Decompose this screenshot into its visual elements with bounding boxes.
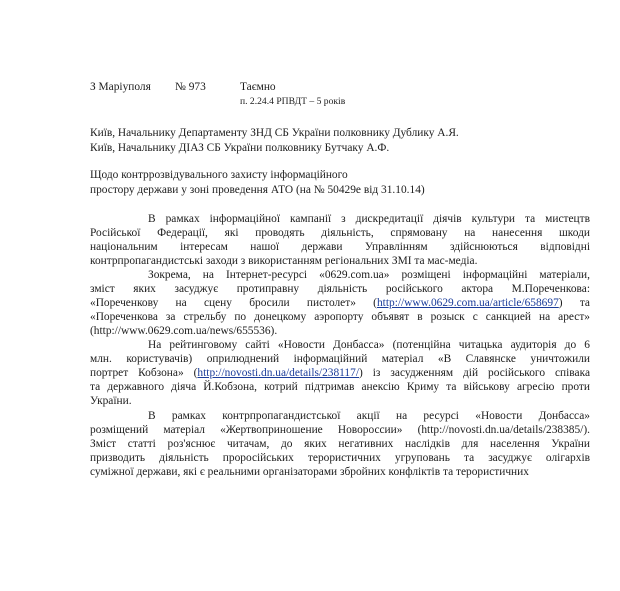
paragraph-2-line: зміст яких засуджує протиправну діяльність російського актора М.Пореченкова: bbox=[90, 283, 590, 295]
paragraph-1-line: національним інтересам нашої держави Управлінням здійснюються відповідні bbox=[90, 241, 590, 253]
paragraph-4-line: розміщений матеріал «Жертвоприношение Новороссии» (http://novosti.dn.ua/details/238385/). bbox=[90, 424, 590, 436]
paragraph-3-line: України. bbox=[90, 395, 132, 407]
paragraph-2-line bbox=[90, 296, 590, 310]
recipient-line-2: Київ, Начальнику ДІАЗ СБ України полковнику Бутчаку А.Ф. bbox=[90, 142, 390, 154]
paragraph-4 bbox=[90, 409, 590, 479]
paragraph-4-line: В рамках контрпропагандистської акції на ресурсі «Новости Донбасса» bbox=[148, 410, 590, 422]
paragraph-3 bbox=[90, 338, 590, 408]
paragraph-3-text: ) із засудженням дій російського співака bbox=[359, 367, 590, 379]
paragraph-4-line: суміжної держави, які є реальними організаторами збройних конфліктів та терористичних bbox=[90, 466, 529, 478]
paragraph-2 bbox=[90, 268, 590, 338]
subject-line-1: Щодо контррозвідувального захисту інформаційного bbox=[90, 169, 348, 181]
paragraph-1 bbox=[90, 212, 590, 268]
paragraph-2-line: (http://www.0629.com.ua/news/655536). bbox=[90, 325, 278, 337]
paragraph-1-line: контрпропагандистські заходи з використанням регіональних ЗМІ та мас-медіа. bbox=[90, 255, 478, 267]
recipient-line-1: Київ, Начальнику Департаменту ЗНД СБ України полковнику Дублику А.Я. bbox=[90, 127, 459, 139]
paragraph-2-text: ) та bbox=[558, 297, 590, 309]
paragraph-2-line: «Пореченкова за стрельбу по донецкому аэропорту объявят в розыск с санкцией на арест» bbox=[90, 311, 590, 323]
paragraph-2-line: Зокрема, на Інтернет-ресурсі «0629.com.ua» розміщені інформаційні матеріали, bbox=[148, 269, 590, 281]
paragraph-4-line: Зміст статті роз'яснює читачам, до яких негативних наслідків для населення України bbox=[90, 438, 590, 450]
paragraph-4-line: призводить діяльність проросійських терористичних угруповань та засуджує олігархів bbox=[90, 452, 590, 464]
paragraph-1-line: Російської Федерації, які проводять діяльність, спрямовану на нанесення шкоди bbox=[90, 227, 590, 239]
retention-note: п. 2.24.4 РПВДТ – 5 років bbox=[240, 96, 346, 107]
paragraph-3-line: та державного діяча Й.Кобзона, котрий підтримав анексію Криму та військову агресію проти bbox=[90, 381, 590, 393]
document-number: № 973 bbox=[175, 81, 206, 93]
subject-line-2: простору держави у зоні проведення АТО (на № 50429е від 31.10.14) bbox=[90, 184, 425, 196]
paragraph-1-line: В рамках інформаційної кампанії з дискредитації діячів культури та мистецтв bbox=[148, 213, 590, 225]
paragraph-3-line: На рейтинговому сайті «Новости Донбасса» (потенційна читацька аудиторія до 6 bbox=[148, 339, 590, 351]
article-link-238117[interactable]: http://novosti.dn.ua/details/238117/ bbox=[197, 367, 359, 379]
paragraph-3-line: млн. користувачів) оприлюднений інформаційний матеріал «В Славянске уничтожили bbox=[90, 353, 590, 365]
paragraph-2-text: «Пореченкову на сцену бросили пистолет» ( bbox=[90, 297, 377, 309]
article-link-658697[interactable]: http://www.0629.com.ua/article/658697 bbox=[376, 297, 559, 309]
paragraph-3-line bbox=[90, 366, 590, 380]
classification-stamp: Таємно bbox=[240, 81, 276, 93]
paragraph-3-text: портрет Кобзона» ( bbox=[90, 367, 198, 379]
sender-location: З Маріуполя bbox=[90, 81, 151, 93]
